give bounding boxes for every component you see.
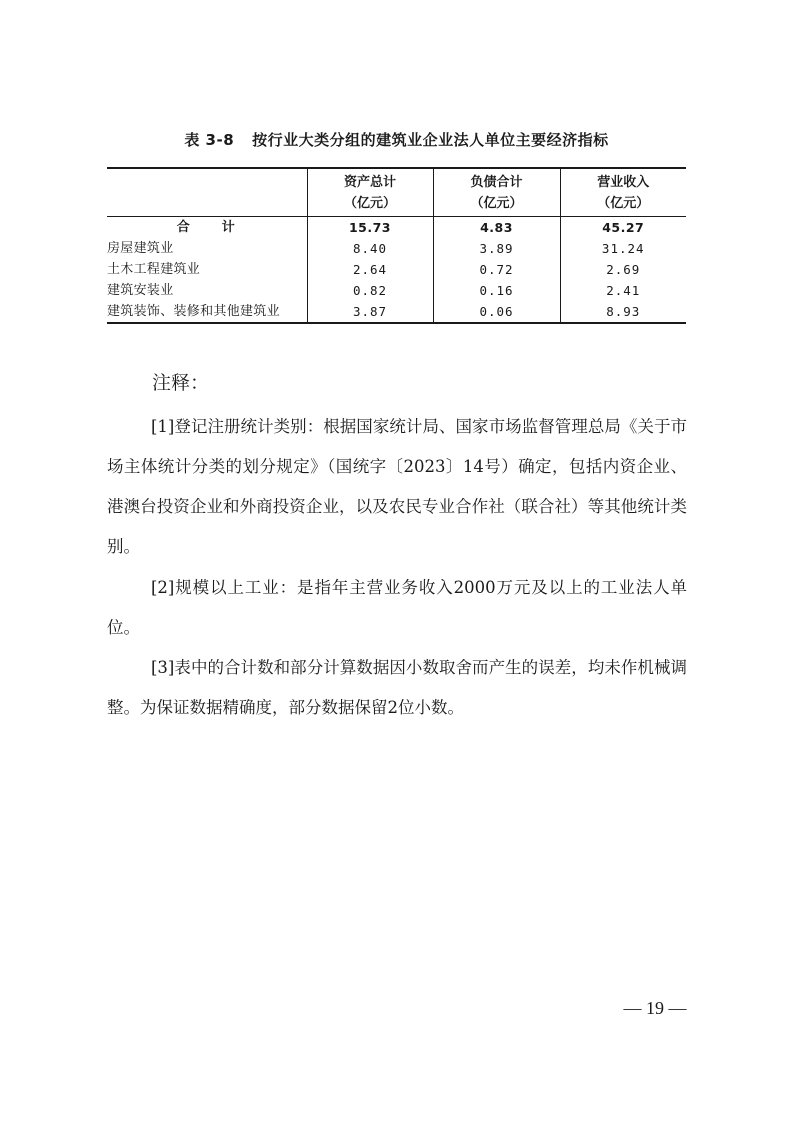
row-assets: 0.82 xyxy=(307,280,433,301)
total-label: 合 计 xyxy=(107,217,307,239)
total-revenue: 45.27 xyxy=(602,220,645,235)
economic-indicators-table xyxy=(107,167,686,324)
row-label: 建筑安装业 xyxy=(107,280,307,301)
row-revenue: 2.41 xyxy=(606,283,641,298)
table-number: 表 3-8 xyxy=(184,131,235,149)
table-row xyxy=(107,280,686,301)
row-liabilities: 0.06 xyxy=(433,301,560,323)
page-number: — 19 — xyxy=(623,998,687,1018)
row-assets: 3.87 xyxy=(307,301,433,323)
col-unit-liabilities: （亿元） xyxy=(433,193,560,217)
table-title xyxy=(0,129,793,150)
col-header-liabilities: 负债合计 xyxy=(433,168,560,193)
row-liabilities: 0.72 xyxy=(433,259,560,280)
total-liabilities: 4.83 xyxy=(433,217,560,239)
col-unit-revenue: （亿元） xyxy=(560,193,686,217)
note-paragraph-1: [1]登记注册统计类别：根据国家统计局、国家市场监督管理总局《关于市场主体统计分类的划分规定》（国统字〔2023〕14号）确定，包括内资企业、港澳台投资企业和外商投资企业，以及农民专业合作社（联合社）等其他统计类别。 xyxy=(107,417,687,556)
table-title-text: 按行业大类分组的建筑业企业法人单位主要经济指标 xyxy=(252,131,609,149)
row-label: 土木工程建筑业 xyxy=(107,259,307,280)
row-label: 房屋建筑业 xyxy=(107,238,307,259)
row-label: 建筑装饰、装修和其他建筑业 xyxy=(107,301,307,323)
table-row xyxy=(107,301,686,323)
note-paragraph-3: [3]表中的合计数和部分计算数据因小数取舍而产生的误差，均未作机械调整。为保证数据精确度，部分数据保留2位小数。 xyxy=(107,658,687,717)
row-revenue: 2.69 xyxy=(606,262,641,277)
notes-heading: 注释： xyxy=(152,372,210,394)
row-liabilities: 3.89 xyxy=(433,238,560,259)
total-assets: 15.73 xyxy=(307,217,433,239)
col-unit-assets: （亿元） xyxy=(307,193,433,217)
table-row xyxy=(107,238,686,259)
row-assets: 2.64 xyxy=(307,259,433,280)
row-revenue: 8.93 xyxy=(606,304,641,319)
col-header-revenue: 营业收入 xyxy=(597,175,650,190)
row-revenue: 31.24 xyxy=(601,241,645,256)
header-stub-cell xyxy=(107,168,307,217)
table-header-row xyxy=(107,168,686,193)
table-row xyxy=(107,259,686,280)
note-paragraph-2: [2]规模以上工业：是指年主营业务收入2000万元及以上的工业法人单位。 xyxy=(107,578,687,637)
col-header-assets: 资产总计 xyxy=(307,168,433,193)
row-liabilities: 0.16 xyxy=(433,280,560,301)
table-total-row xyxy=(107,217,686,239)
row-assets: 8.40 xyxy=(307,238,433,259)
